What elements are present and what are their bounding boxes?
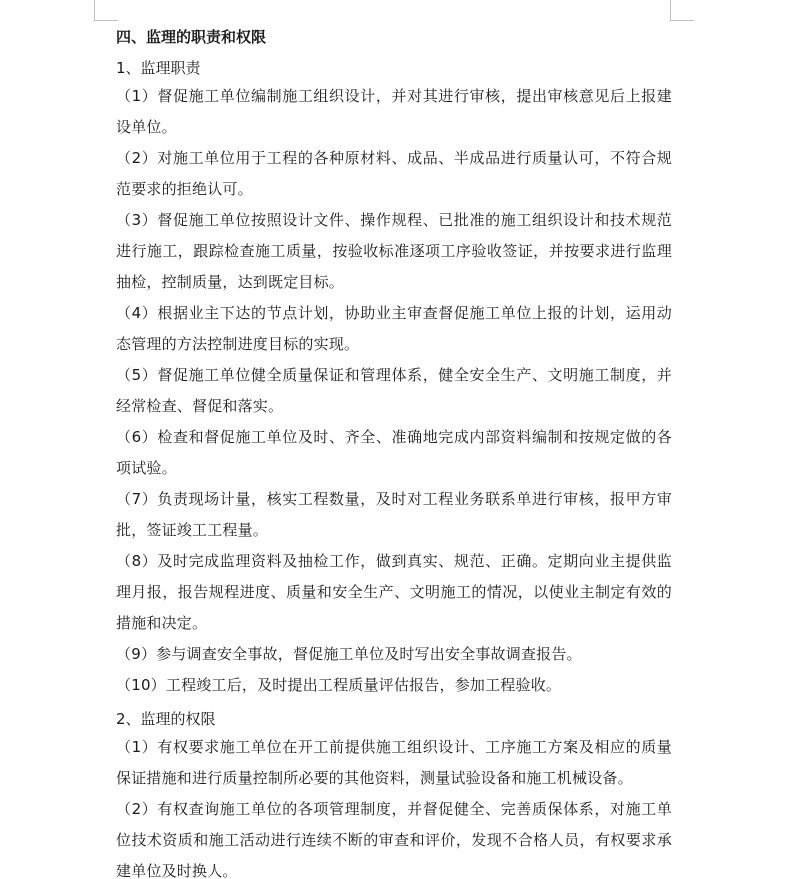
list-item: （7）负责现场计量，核实工程数量，及时对工程业务联系单进行审核，报甲方审批，签证竣工工程量。 <box>116 490 672 539</box>
crop-mark-top-left-horizontal <box>94 20 118 21</box>
list-item: （10）工程竣工后，及时提出工程质量评估报告，参加工程验收。 <box>116 676 562 694</box>
document-body <box>116 24 672 879</box>
list-item: （9）参与调查安全事故，督促施工单位及时写出安全事故调查报告。 <box>116 645 582 663</box>
list-item: （2）对施工单位用于工程的各种原材料、成品、半成品进行质量认可，不符合规范要求的拒绝认可。 <box>116 149 672 198</box>
list-item: （8）及时完成监理资料及抽检工作，做到真实、规范、正确。定期向业主提供监理月报，报告规程进度、质量和安全生产、文明施工的情况，以使业主制定有效的措施和决定。 <box>116 552 672 632</box>
list-item: （2）有权查询施工单位的各项管理制度，并督促健全、完善质保体系，对施工单位技术资质和施工活动进行连续不断的审查和评价，发现不合格人员，有权要求承建单位及时换人。 <box>116 800 672 879</box>
section2-list <box>116 732 672 879</box>
crop-mark-top-right-vertical <box>670 0 671 20</box>
list-item: （4）根据业主下达的节点计划，协助业主审查督促施工单位上报的计划，运用动态管理的方法控制进度目标的实现。 <box>116 304 672 353</box>
list-item: （1）督促施工单位编制施工组织设计，并对其进行审核，提出审核意见后上报建设单位。 <box>116 87 672 136</box>
crop-mark-top-left-vertical <box>94 0 95 20</box>
section1-list <box>116 81 672 701</box>
section1-title: 1、监理职责 <box>116 59 201 77</box>
list-item: （3）督促施工单位按照设计文件、操作规程、已批准的施工组织设计和技术规范进行施工，跟踪检查施工质量，按验收标准逐项工序验收签证，并按要求进行监理抽检，控制质量，达到既定目标。 <box>116 211 672 291</box>
list-item: （6）检查和督促施工单位及时、齐全、准确地完成内部资料编制和按规定做的各项试验。 <box>116 428 672 477</box>
section2-title: 2、监理的权限 <box>116 710 216 728</box>
crop-mark-top-right-horizontal <box>670 20 694 21</box>
list-item: （5）督促施工单位健全质量保证和管理体系，健全安全生产、文明施工制度，并经常检查、督促和落实。 <box>116 366 672 415</box>
section-heading: 四、监理的职责和权限 <box>116 28 267 46</box>
list-item: （1）有权要求施工单位在开工前提供施工组织设计、工序施工方案及相应的质量保证措施和进行质量控制所必要的其他资料，测量试验设备和施工机械设备。 <box>116 738 672 787</box>
